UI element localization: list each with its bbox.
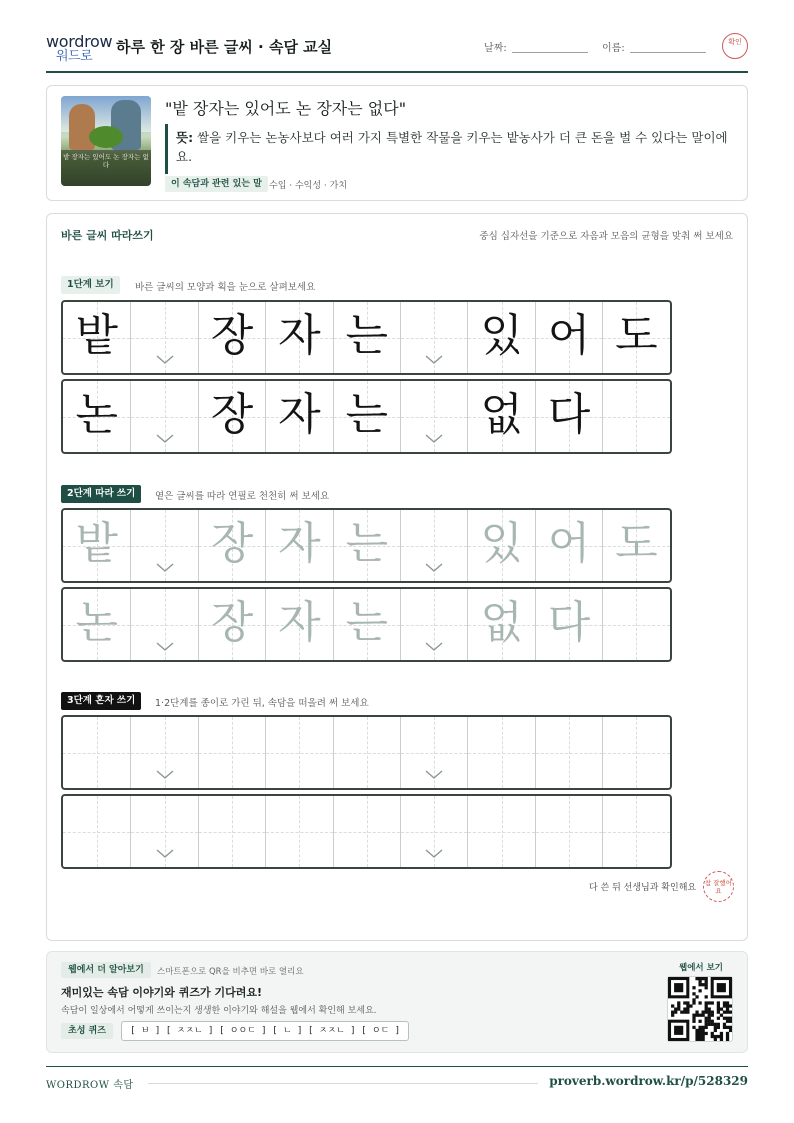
writing-cell[interactable] — [63, 510, 130, 581]
space-mark-icon — [156, 642, 174, 652]
writing-cell — [535, 302, 602, 373]
practice-glyph: 장 — [210, 389, 254, 440]
space-mark-icon — [156, 770, 174, 780]
proverb-meaning — [176, 128, 736, 166]
writing-cell — [467, 302, 534, 373]
writing-cell[interactable] — [602, 510, 669, 581]
confirm-text: 다 쓴 뒤 선생님과 확인해요 — [589, 883, 697, 893]
writing-cell[interactable] — [198, 717, 265, 788]
practice-glyph: 자 — [278, 310, 321, 361]
page-header — [46, 28, 748, 72]
practice-glyph: 다 — [547, 597, 591, 648]
writing-cell[interactable] — [198, 796, 265, 867]
proverb-illustration — [61, 96, 151, 186]
web-headline: 재미있는 속담 이야기와 퀴즈가 기다려요! — [61, 986, 262, 999]
writing-cell[interactable] — [265, 510, 332, 581]
trace-row-1[interactable] — [61, 508, 672, 583]
date-label: 날짜: — [484, 43, 507, 54]
writing-cell[interactable] — [63, 589, 130, 660]
practice-glyph: 논 — [75, 389, 118, 440]
space-mark-icon — [425, 563, 443, 573]
footer-url-link[interactable]: proverb.wordrow.kr/p/528329 — [549, 1074, 748, 1088]
writing-cell — [602, 381, 669, 452]
writing-cell — [63, 302, 130, 373]
practice-panel — [46, 213, 748, 941]
practice-glyph: 다 — [547, 389, 591, 440]
proverb-card — [46, 85, 748, 201]
page-title: 하루 한 장 바른 글씨 · 속담 교실 — [116, 38, 333, 56]
space-mark-icon — [156, 849, 174, 859]
meaning-text: 쌀을 키우는 논농사보다 여러 가지 특별한 작물을 키우는 밭농사가 더 큰 돈을 벌 수 있다는 말이에요. — [176, 130, 728, 164]
writing-cell[interactable] — [130, 796, 197, 867]
web-learn-more-badge: 웹에서 더 알아보기 — [61, 962, 151, 978]
practice-glyph: 있 — [480, 518, 523, 569]
space-mark-icon — [156, 355, 174, 365]
qr-code-icon — [668, 977, 732, 1041]
writing-cell[interactable] — [535, 796, 602, 867]
space-mark-icon — [425, 355, 443, 365]
writing-cell[interactable] — [467, 589, 534, 660]
footer-line — [148, 1083, 538, 1084]
step3-description: 1·2단계를 종이로 가린 뒤, 속담을 떠올려 써 보세요 — [155, 698, 369, 709]
practice-glyph: 자 — [278, 518, 321, 569]
illustration-caption: 밭 장자는 있어도 논 장자는 없다 — [61, 150, 151, 186]
logo-wordmark: wordrow — [46, 32, 113, 51]
writing-cell[interactable] — [400, 717, 467, 788]
writing-cell[interactable] — [265, 717, 332, 788]
writing-cell — [198, 381, 265, 452]
writing-cell[interactable] — [333, 510, 400, 581]
practice-glyph: 논 — [75, 597, 118, 648]
blank-row-2[interactable] — [61, 794, 672, 869]
model-row-2 — [61, 379, 672, 454]
practice-glyph: 자 — [278, 597, 321, 648]
chosung-quiz-box: [ ㅂ ] [ ㅈㅈㄴ ] [ ㅇㅇㄷ ] [ ㄴ ] [ ㅈㅈㄴ ] [ ㅇㄷ ] — [121, 1021, 409, 1041]
writing-cell[interactable] — [130, 717, 197, 788]
writing-cell[interactable] — [130, 589, 197, 660]
footer-brand: WORDROW 속담 — [46, 1080, 134, 1091]
meaning-label: 뜻: — [176, 130, 194, 145]
writing-cell[interactable] — [265, 796, 332, 867]
practice-glyph: 어 — [547, 310, 591, 361]
practice-glyph: 밭 — [75, 310, 118, 361]
practice-glyph: 밭 — [75, 518, 118, 569]
trace-row-2[interactable] — [61, 587, 672, 662]
web-subtext: 속담이 일상에서 어떻게 쓰이는지 생생한 이야기와 해설을 웹에서 확인해 보세요. — [61, 1006, 377, 1016]
writing-cell[interactable] — [535, 589, 602, 660]
wordrow-logo — [46, 32, 113, 64]
writing-cell[interactable] — [198, 510, 265, 581]
space-mark-icon — [425, 434, 443, 444]
logo-korean: 워드로 — [56, 49, 93, 64]
related-words: 수입 · 수익성 · 가치 — [269, 181, 348, 191]
practice-glyph: 장 — [210, 310, 254, 361]
proverb-title: "밭 장자는 있어도 논 장자는 없다" — [165, 99, 407, 118]
writing-cell[interactable] — [467, 510, 534, 581]
space-mark-icon — [156, 434, 174, 444]
blank-row-1[interactable] — [61, 715, 672, 790]
practice-glyph: 어 — [547, 518, 591, 569]
practice-hint: 중심 십자선을 기준으로 자음과 모음의 균형을 맞춰 써 보세요 — [479, 231, 733, 242]
good-job-stamp-text: 참 잘했어요 — [704, 879, 733, 895]
step3-badge: 3단계 혼자 쓰기 — [61, 692, 141, 710]
writing-cell — [198, 302, 265, 373]
writing-cell — [130, 381, 197, 452]
meaning-accent-bar — [165, 124, 168, 174]
name-field[interactable] — [630, 52, 706, 53]
space-mark-icon — [425, 849, 443, 859]
writing-cell — [265, 302, 332, 373]
footer-divider — [46, 1066, 748, 1067]
writing-cell[interactable] — [467, 796, 534, 867]
model-row-1 — [61, 300, 672, 375]
practice-title: 바른 글씨 따라쓰기 — [61, 229, 154, 242]
practice-glyph: 도 — [615, 518, 658, 569]
step2-description: 옅은 글씨를 따라 연필로 천천히 써 보세요 — [155, 491, 330, 502]
writing-cell — [400, 381, 467, 452]
writing-cell — [63, 381, 130, 452]
writing-cell — [535, 381, 602, 452]
writing-cell[interactable] — [333, 717, 400, 788]
step2-badge: 2단계 따라 쓰기 — [61, 485, 141, 503]
writing-cell[interactable] — [602, 796, 669, 867]
step1-description: 바른 글씨의 모양과 획을 눈으로 살펴보세요 — [135, 282, 316, 293]
writing-cell — [130, 302, 197, 373]
practice-glyph: 있 — [480, 310, 523, 361]
writing-cell[interactable] — [198, 589, 265, 660]
web-info-panel — [46, 951, 748, 1053]
practice-glyph: 없 — [480, 597, 523, 648]
writing-cell[interactable] — [535, 717, 602, 788]
writing-cell — [602, 302, 669, 373]
space-mark-icon — [425, 642, 443, 652]
writing-cell[interactable] — [63, 796, 130, 867]
date-field[interactable] — [512, 52, 588, 53]
step1-badge: 1단계 보기 — [61, 276, 120, 294]
header-divider — [46, 71, 748, 73]
writing-cell — [467, 381, 534, 452]
qr-code-link[interactable] — [667, 976, 733, 1042]
practice-glyph: 없 — [480, 389, 523, 440]
web-qr-hint: 스마트폰으로 QR을 비추면 바로 열리요 — [157, 967, 304, 977]
writing-cell[interactable] — [265, 589, 332, 660]
writing-cell — [265, 381, 332, 452]
practice-glyph: 장 — [210, 597, 254, 648]
writing-cell[interactable] — [535, 510, 602, 581]
practice-glyph: 는 — [345, 518, 389, 569]
practice-glyph: 는 — [345, 310, 389, 361]
vegetable-basket-icon — [89, 126, 123, 148]
writing-cell — [333, 381, 400, 452]
chosung-quiz-badge: 초성 퀴즈 — [61, 1023, 113, 1039]
writing-cell[interactable] — [602, 717, 669, 788]
space-mark-icon — [425, 770, 443, 780]
writing-cell[interactable] — [467, 717, 534, 788]
writing-cell[interactable] — [333, 589, 400, 660]
practice-glyph: 장 — [210, 518, 254, 569]
writing-cell — [333, 302, 400, 373]
name-label: 이름: — [602, 43, 625, 54]
writing-cell[interactable] — [400, 589, 467, 660]
writing-cell[interactable] — [400, 796, 467, 867]
writing-cell[interactable] — [602, 589, 669, 660]
writing-cell[interactable] — [400, 510, 467, 581]
writing-cell — [400, 302, 467, 373]
related-words-badge: 이 속담과 관련 있는 말 — [165, 176, 268, 192]
good-job-stamp-icon — [703, 871, 734, 902]
practice-glyph: 는 — [345, 597, 389, 648]
practice-glyph: 자 — [278, 389, 321, 440]
teacher-stamp-text: 확인 — [728, 38, 742, 46]
writing-cell[interactable] — [63, 717, 130, 788]
writing-cell[interactable] — [333, 796, 400, 867]
space-mark-icon — [156, 563, 174, 573]
teacher-stamp-icon — [722, 33, 748, 59]
writing-cell[interactable] — [130, 510, 197, 581]
qr-title: 웹에서 보기 — [679, 963, 724, 973]
practice-glyph: 도 — [615, 310, 658, 361]
practice-glyph: 는 — [345, 389, 389, 440]
